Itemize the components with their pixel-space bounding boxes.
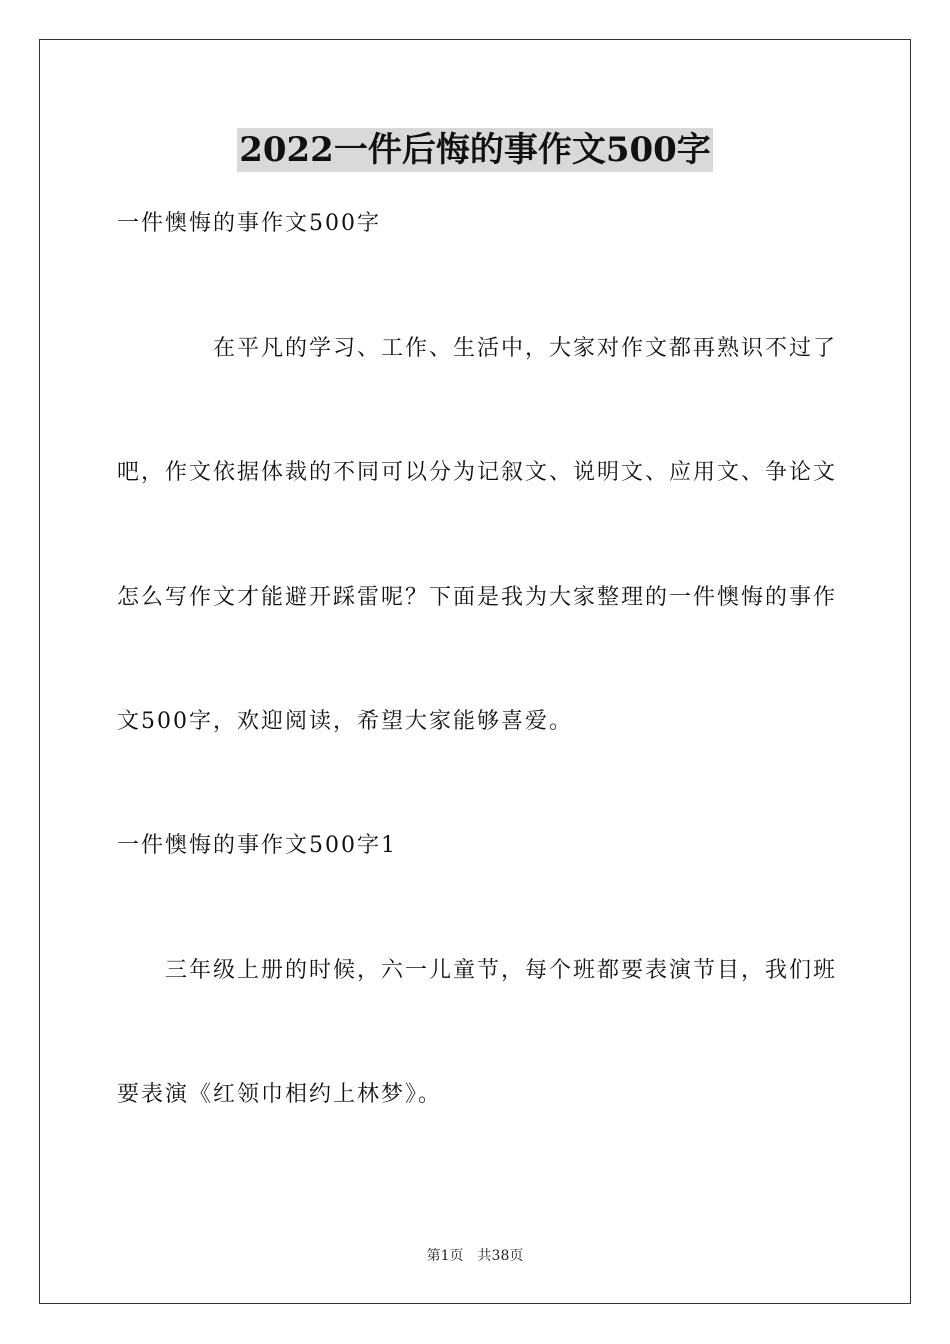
document-title: 2022一件后悔的事作文500字 (239, 130, 711, 170)
paragraph-line: 三年级上册的时候，六一儿童节，每个班都要表演节目，我们班 (165, 958, 838, 983)
title-container (0, 128, 950, 172)
paragraph-line: 吧，作文依据体裁的不同可以分为记叙文、说明文、应用文、争论文 (117, 460, 838, 485)
paragraph-line: 要表演《红领巾相约上林梦》。 (117, 1082, 443, 1107)
subtitle-line: 一件懊悔的事作文500字 (117, 211, 381, 236)
section-heading: 一件懊悔的事作文500字1 (117, 833, 397, 858)
page-footer: 第1页 共38页 (426, 1248, 524, 1264)
paragraph-line: 在平凡的学习、工作、生活中，大家对作文都再熟识不过了 (213, 336, 838, 361)
paragraph-line: 怎么写作文才能避开踩雷呢？下面是我为大家整理的一件懊悔的事作 (117, 585, 838, 610)
paragraph-line: 文500字，欢迎阅读，希望大家能够喜爱。 (117, 709, 573, 734)
